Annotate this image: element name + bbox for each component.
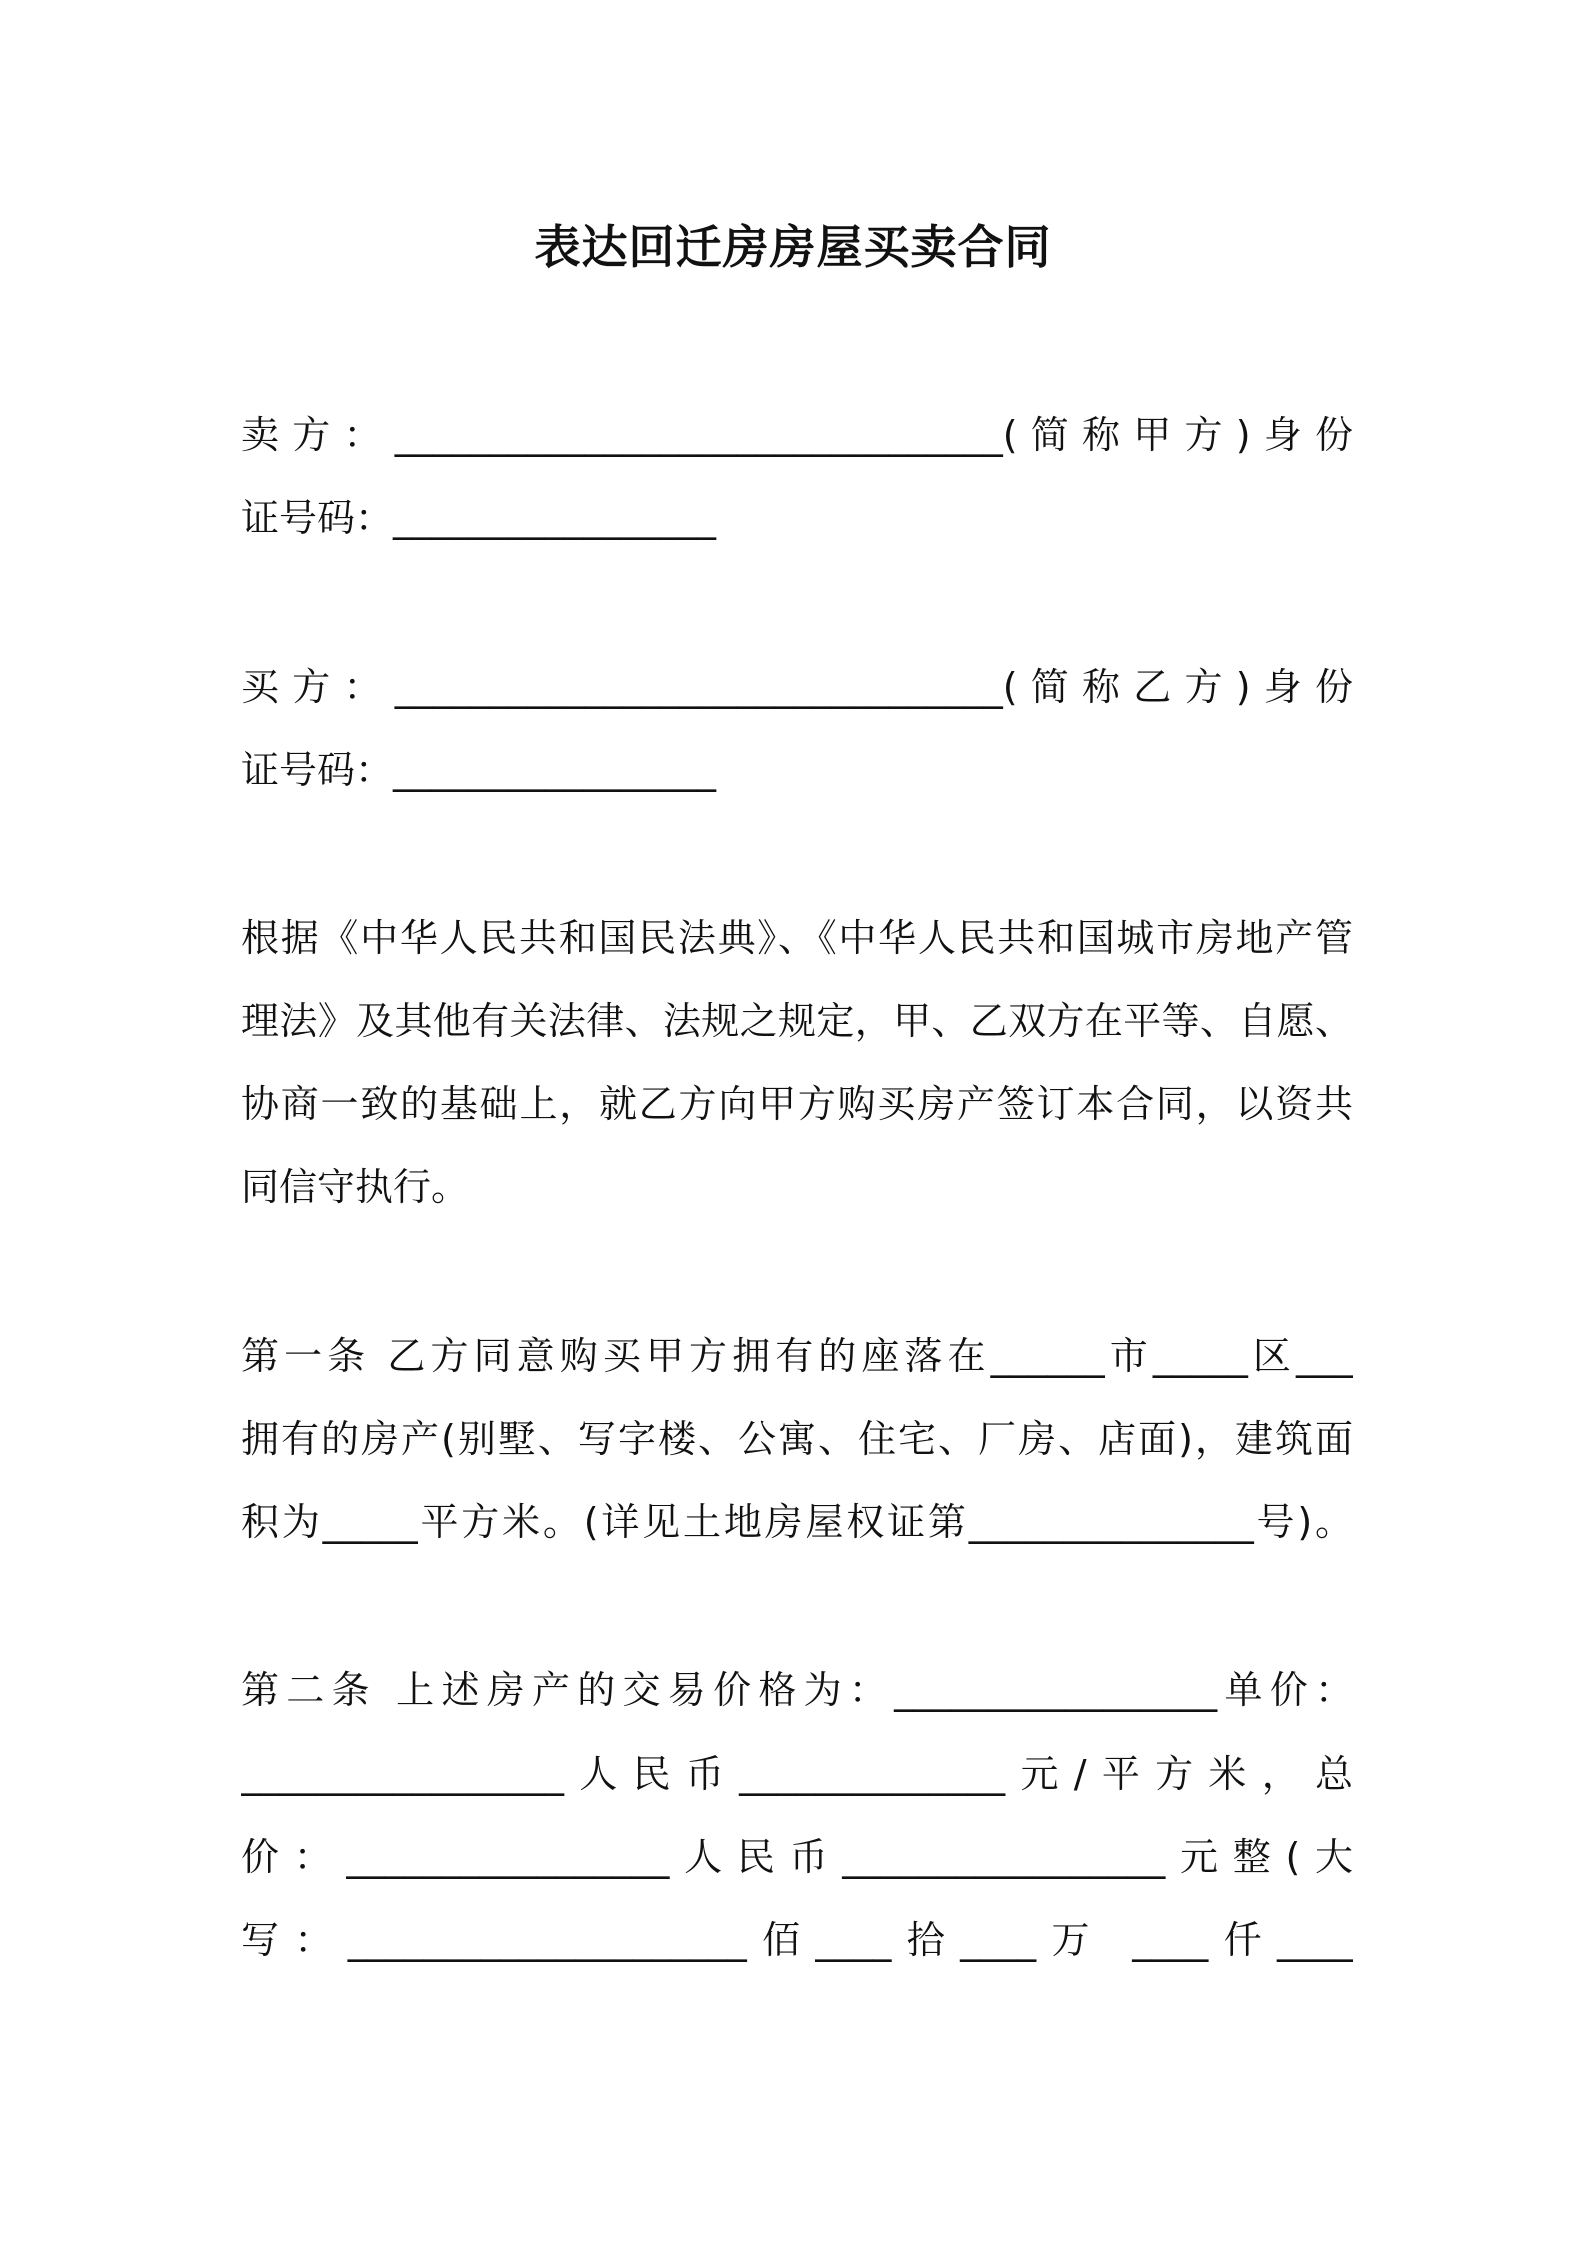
buyer-line-2: 证号码：_________________	[241, 748, 717, 792]
preamble-line-1: 根据《中华人民共和国民法典》、《中华人民共和国城市房地产管	[241, 916, 1353, 960]
seller-line-1: 卖方：________________________________(简称甲方)身份	[241, 413, 1353, 457]
seller-line-2: 证号码：_________________	[241, 496, 717, 540]
article2-line-2: _________________人民币______________元/平方米，总	[241, 1752, 1353, 1796]
article1-line-1: 第一条 乙方同意购买甲方拥有的座落在______市_____区___	[241, 1334, 1353, 1378]
article2-line-1: 第二条 上述房产的交易价格为：_________________单价：	[241, 1668, 1353, 1712]
buyer-line-1: 买方：________________________________(简称乙方)身份	[241, 665, 1353, 709]
article2-line-3: 价：_________________人民币_________________元整(大	[241, 1835, 1353, 1879]
preamble-line-4: 同信守执行。	[241, 1165, 470, 1209]
article1-line-2: 拥有的房产(别墅、写字楼、公寓、住宅、厂房、店面)，建筑面	[241, 1417, 1353, 1461]
preamble-line-3: 协商一致的基础上，就乙方向甲方购买房产签订本合同，以资共	[241, 1082, 1353, 1126]
article1-line-3: 积为_____平方米。(详见土地房屋权证第_______________号)。	[241, 1500, 1353, 1544]
document-title: 表达回迁房房屋买卖合同	[534, 220, 1052, 274]
preamble-line-2: 理法》及其他有关法律、法规之规定，甲、乙双方在平等、自愿、	[241, 999, 1353, 1043]
article2-line-4: 写：_____________________佰____拾____万 ____仟____	[241, 1918, 1353, 1962]
